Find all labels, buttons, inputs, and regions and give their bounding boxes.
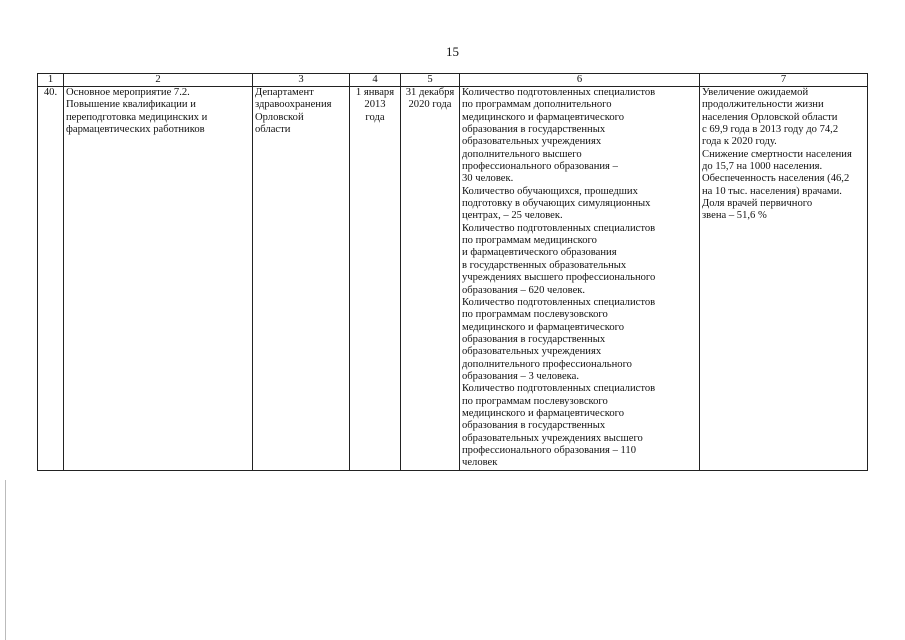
column-header-2: 2 [64,74,253,87]
column-header-1: 1 [38,74,64,87]
start-date-line: 1 января [355,87,395,98]
result-line: Снижение смертности населения [702,148,852,160]
indicator-line: 30 человек. [462,173,514,185]
start-date-line: 2013 [364,99,386,111]
indicator-line: Количество подготовленных специалистов [462,87,656,98]
column-header-5: 5 [401,74,460,87]
end-date-cell [401,87,460,471]
indicator-line: по программам послевузовского [462,395,608,407]
end-date-line: 31 декабря [405,87,455,98]
executor-line: Орловской [255,111,304,123]
result-line: Доля врачей первичного [702,198,813,210]
event-line: переподготовка медицинских и [66,111,208,123]
page-number: 15 [446,44,459,59]
end-date-line: 2020 года [408,99,452,111]
table-row [38,87,868,471]
program-table [37,73,868,471]
column-header-7: 7 [700,74,868,87]
column-header-3: 3 [253,74,350,87]
indicator-line: по программам послевузовского [462,309,608,321]
column-header-6: 6 [460,74,700,87]
result-line: года к 2020 году. [702,136,777,148]
event-line: Повышение квалификации и [66,99,196,111]
result-line: продолжительности жизни [702,99,824,111]
indicator-line: в государственных образовательных [462,259,627,271]
event-line: Основное мероприятие 7.2. [66,87,190,98]
indicator-line: профессионального образования – [462,161,618,173]
result-line: Увеличение ожидаемой [702,87,809,98]
column-number-row [38,74,868,87]
row-number: 40. [38,87,64,471]
executor-line: Департамент [255,87,314,98]
indicator-line: образования – 620 человек. [462,284,586,296]
event-cell [64,87,253,471]
result-line: на 10 тыс. населения) врачами. [702,185,842,197]
start-date-cell [350,87,401,471]
indicator-line: Количество подготовленных специалистов [462,222,656,234]
indicator-line: Количество обучающихся, прошедших [462,185,638,197]
column-header-4: 4 [350,74,401,87]
indicator-line: медицинского и фармацевтического [462,321,625,333]
executor-cell [253,87,350,471]
indicator-line: дополнительного высшего [462,148,582,160]
result-line: Обеспеченность населения (46,2 [702,173,850,185]
indicator-line: Количество подготовленных специалистов [462,296,656,308]
indicator-line: центрах, – 25 человек. [462,210,563,222]
indicator-line: по программам медицинского [462,235,597,247]
scan-margin-line [5,480,6,640]
indicator-line: человек [462,457,498,469]
indicator-line: дополнительного профессионального [462,358,632,370]
indicator-line: Количество подготовленных специалистов [462,383,656,395]
executor-line: здравоохранения [255,99,332,111]
indicator-line: образовательных учреждениях высшего [462,432,643,444]
result-line: с 69,9 года в 2013 году до 74,2 [702,124,839,136]
indicator-line: профессионального образования – 110 [462,444,637,456]
indicator-line: образовательных учреждениях [462,346,602,358]
results-cell [700,87,868,471]
indicator-line: образования в государственных [462,333,606,345]
indicators-cell [460,87,700,471]
result-line: звена – 51,6 % [702,210,767,222]
indicator-line: учреждениях высшего профессионального [462,272,656,284]
indicator-line: медицинского и фармацевтического [462,111,625,123]
indicator-line: образования – 3 человека. [462,370,580,382]
start-date-line: года [365,111,385,123]
event-line: фармацевтических работников [66,124,205,136]
indicator-line: образования в государственных [462,420,606,432]
indicator-line: медицинского и фармацевтического [462,407,625,419]
indicator-line: образовательных учреждениях [462,136,602,148]
result-line: до 15,7 на 1000 населения. [702,161,823,173]
indicator-line: подготовку в обучающих симуляционных [462,198,651,210]
executor-line: области [255,124,291,136]
indicator-line: и фармацевтического образования [462,247,617,259]
result-line: населения Орловской области [702,111,838,123]
indicator-line: образования в государственных [462,124,606,136]
indicator-line: по программам дополнительного [462,99,612,111]
